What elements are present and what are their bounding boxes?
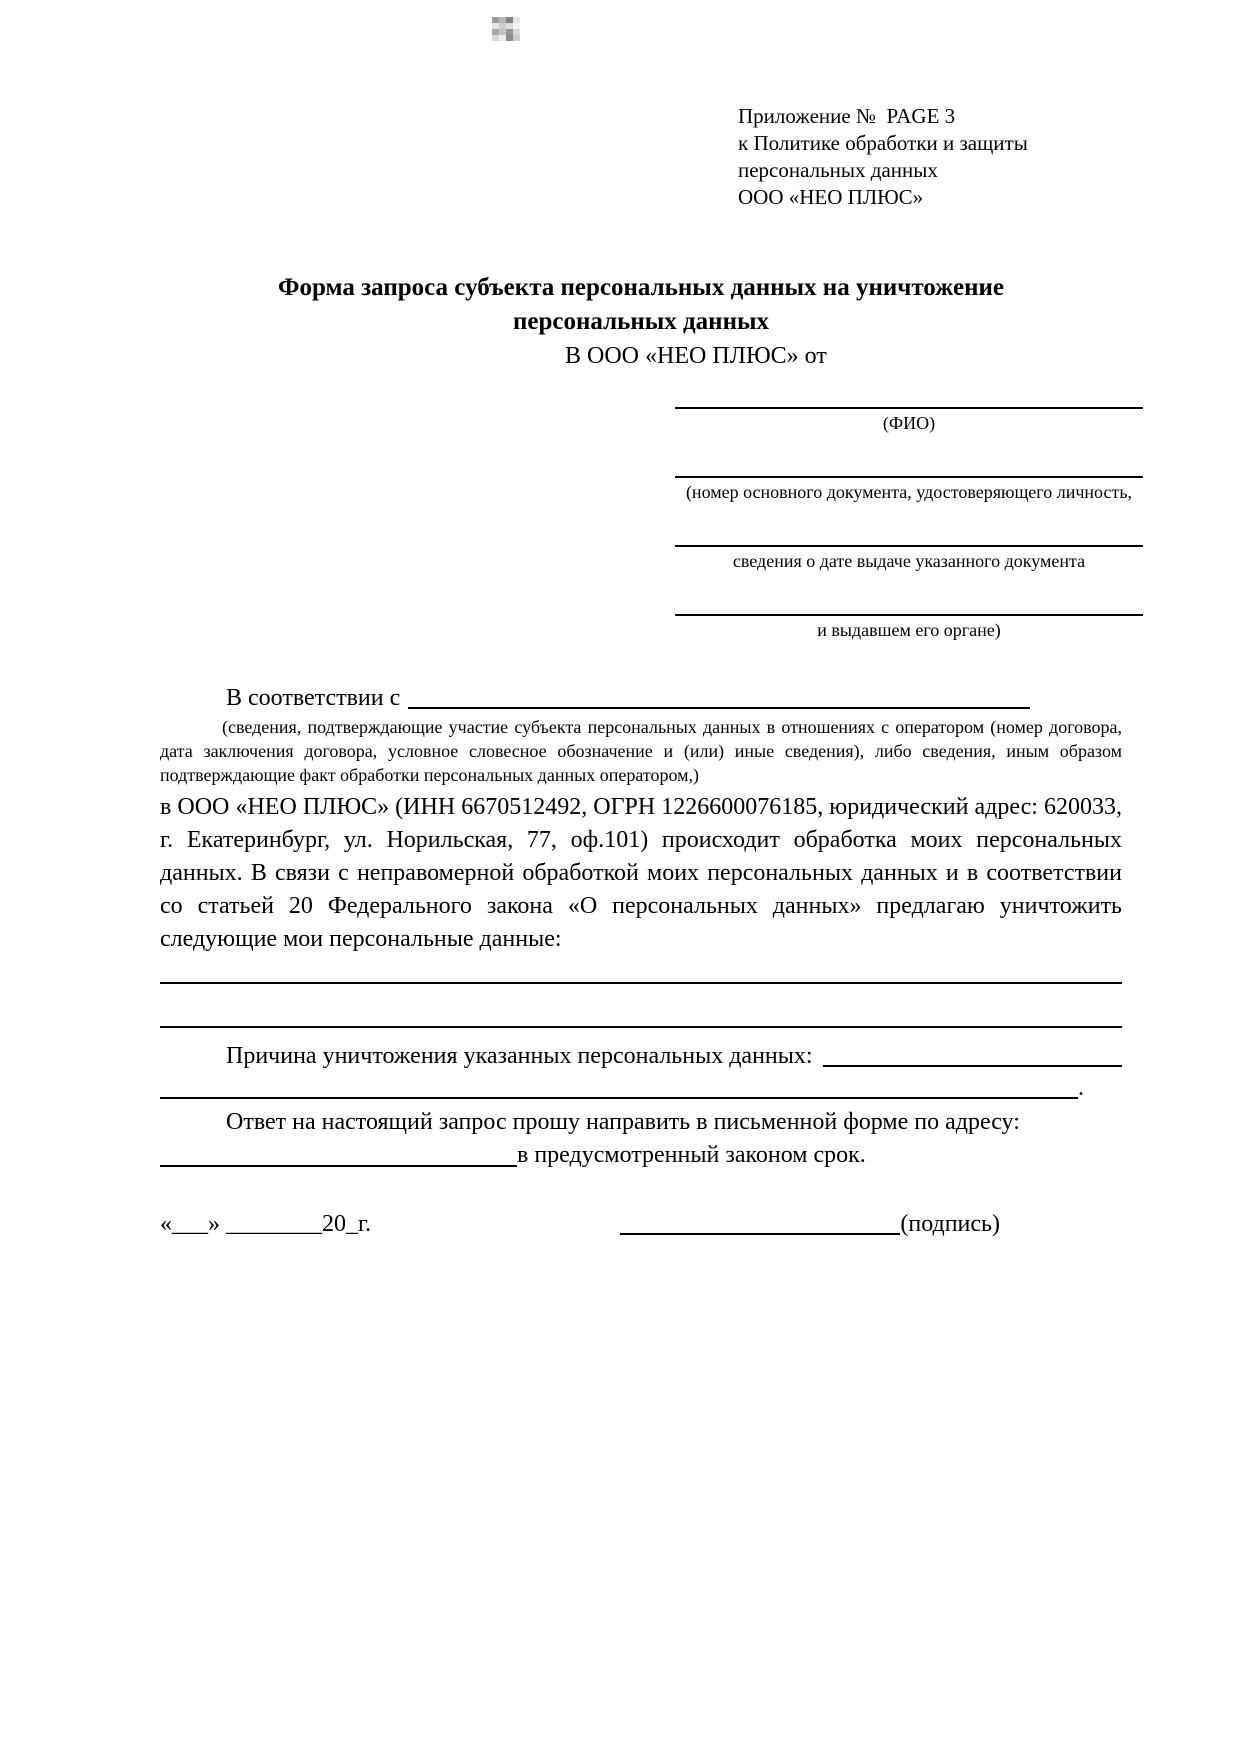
document-issuer-field	[675, 614, 1143, 642]
fio-caption: (ФИО)	[882, 413, 936, 433]
body-paragraph: в ООО «НЕО ПЛЮС» (ИНН 6670512492, ОГРН 1226600076185, юридический адрес: 620033, г. Екатеринбург, ул. Норильская, 77, оф.101) происходит обработка моих персональных данных. В связи с неправомерной обработкой моих персональных данных и в соответствии со статьей 20 Федерального закона «О персональных данных» предлагаю уничтожить следующие мои персональные данные:	[160, 794, 1122, 952]
personal-data-blank-line-2	[160, 984, 1122, 1028]
document-number-field	[675, 476, 1143, 504]
response-address-blank-line	[160, 1139, 517, 1167]
accordance-blank-line	[408, 683, 1030, 709]
appendix-header	[738, 103, 1122, 211]
form-title-line1: Форма запроса субъекта персональных данных на уничтожение	[278, 274, 1004, 301]
date-line: «___» ________20_г.	[160, 1211, 372, 1237]
fio-field	[675, 407, 1143, 435]
response-address-row	[160, 1139, 1122, 1172]
signature-blank-line	[620, 1208, 900, 1235]
document-number-caption: (номер основного документа, удостоверяющего личность,	[685, 482, 1133, 502]
appendix-line: ООО «НЕО ПЛЮС»	[738, 185, 924, 209]
signature-field	[620, 1208, 1000, 1240]
embedded-object-icon	[492, 17, 520, 41]
document-issue-date-field	[675, 545, 1143, 573]
addressee-line: В ООО «НЕО ПЛЮС» от	[565, 343, 827, 369]
reason-blank-line	[823, 1040, 1122, 1067]
accordance-label: В соответствии с	[226, 685, 401, 711]
reason-blank-line-2	[160, 1072, 1078, 1099]
appendix-line: Приложение № PAGE 3	[738, 104, 956, 128]
reason-continuation-row	[160, 1072, 1122, 1104]
reason-period: .	[1078, 1075, 1084, 1101]
form-title	[160, 271, 1122, 339]
signature-caption: (подпись)	[900, 1211, 1000, 1237]
identity-fields	[675, 407, 1143, 642]
reason-row	[160, 1040, 1122, 1072]
document-issue-date-caption: сведения о дате выдаче указанного документа	[732, 551, 1086, 571]
document-issuer-caption: и выдавшем его органе)	[817, 620, 1001, 640]
accordance-fine-print: (сведения, подтверждающие участие субъекта персональных данных в отношениях с оператором (номер договора, дата заключения договора, условное словесное обозначение и (или) иные сведения), либо сведения, иным образом подтверждающие факт обработки персональных данных оператором,)	[160, 717, 1122, 785]
response-tail: в предусмотренный законом срок.	[517, 1142, 866, 1168]
personal-data-blank-line-1	[160, 956, 1122, 984]
reason-label: Причина уничтожения указанных персональных данных:	[226, 1043, 813, 1069]
accordance-row	[160, 683, 1122, 713]
response-address-line: Ответ на настоящий запрос прошу направить в письменной форме по адресу:	[226, 1109, 1020, 1135]
date-signature-row	[160, 1208, 1122, 1240]
appendix-line: к Политике обработки и защиты	[738, 131, 1028, 155]
appendix-line: персональных данных	[738, 158, 938, 182]
form-title-line2: персональных данных	[512, 308, 770, 335]
